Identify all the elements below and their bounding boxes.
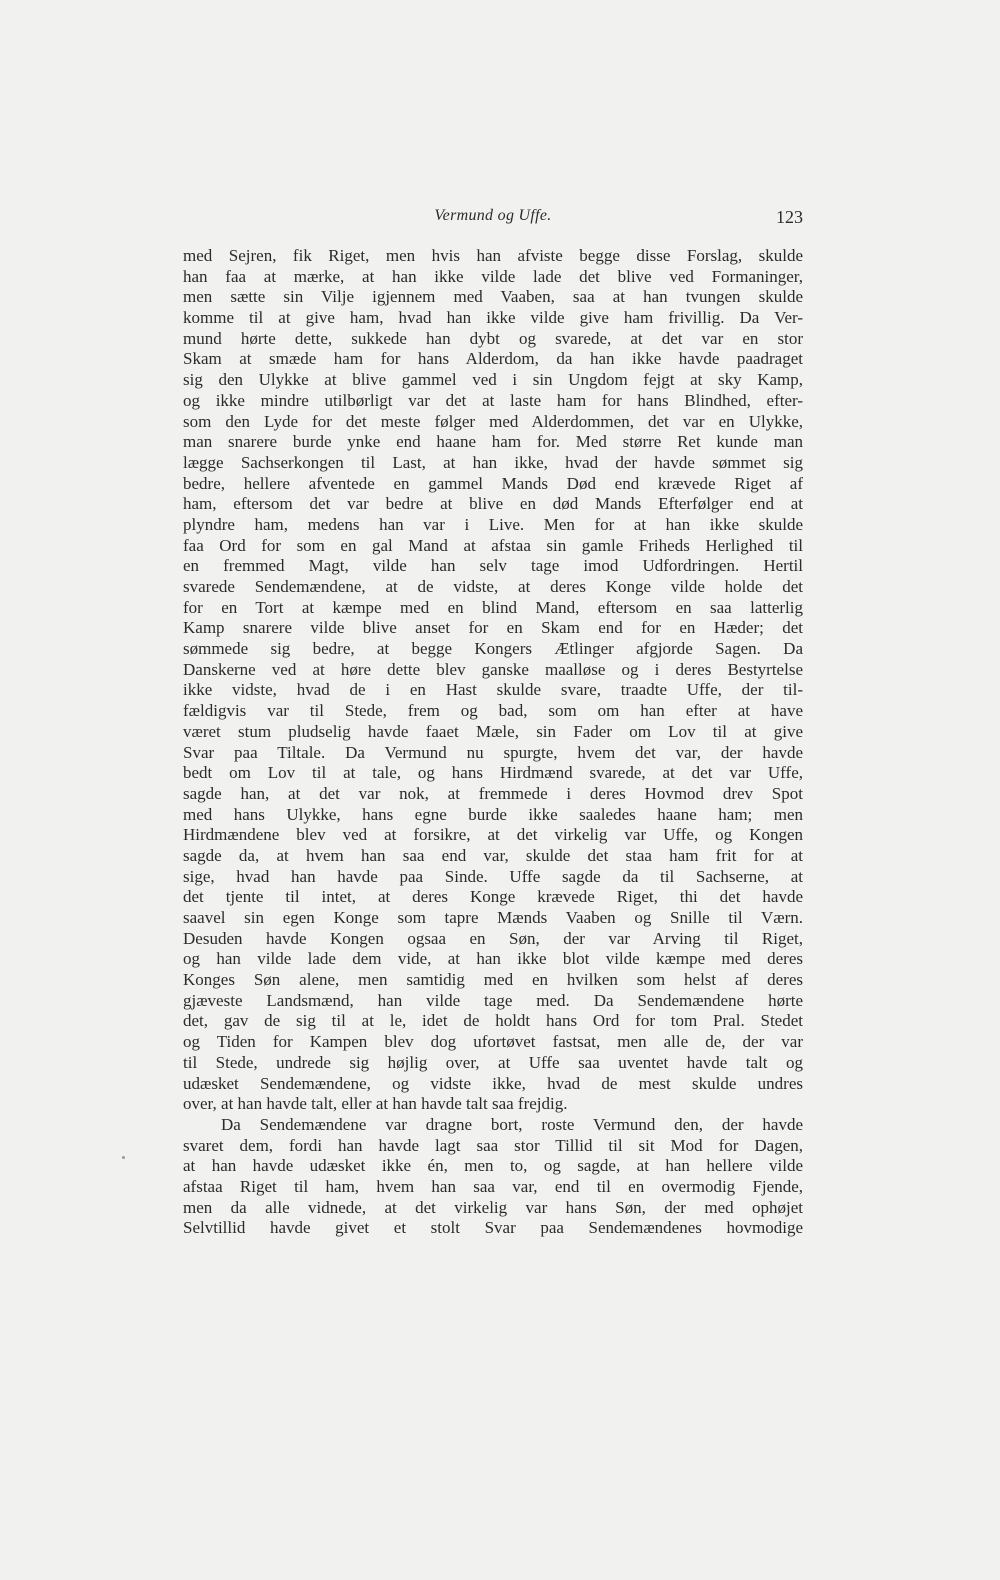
text-line: ikke vidste, hvad de i en Hast skulde svare, traadte Uffe, der til- — [183, 680, 803, 700]
text-line: afstaa Riget til ham, hvem han saa var, end til en overmodig Fjende, — [183, 1176, 803, 1196]
text-line: Danskerne ved at høre dette blev ganske maalløse og i deres Bestyrtelse — [183, 659, 803, 679]
text-line: saavel sin egen Konge som tapre Mænds Vaaben og Snille til Værn. — [183, 908, 803, 927]
text-line: svarede Sendemændene, at de vidste, at deres Konge vilde holde det — [183, 577, 803, 596]
text-line: for en Tort at kæmpe med en blind Mand, eftersom en saa latterlig — [183, 597, 803, 617]
text-line: det, gav de sig til at le, idet de holdt hans Ord for tom Pral. Stedet — [183, 1011, 803, 1031]
text-line: og ikke mindre utilbørligt var det at laste ham for hans Blindhed, efter- — [183, 390, 803, 410]
text-line: lægge Sachserkongen til Last, at han ikke, hvad der havde sømmet sig — [183, 452, 803, 472]
text-line: bedt om Lov til at tale, og hans Hirdmænd svarede, at det var Uffe, — [183, 763, 803, 783]
text-line: fældigvis var til Stede, frem og bad, som om han efter at have — [183, 701, 803, 721]
text-line: komme til at give ham, hvad han ikke vilde give ham frivillig. Da Ver- — [183, 308, 803, 328]
text-line: gjæveste Landsmænd, han vilde tage med. Da Sendemændene hørte — [183, 990, 803, 1010]
text-line: Selvtillid havde givet et stolt Svar paa Sendemændenes hovmodige — [183, 1218, 803, 1238]
text-line: med Sejren, fik Riget, men hvis han afviste begge disse Forslag, skulde — [183, 246, 803, 265]
text-line: med hans Ulykke, hans egne burde ikke saaledes haane ham; men — [183, 804, 803, 824]
text-line: faa Ord for som en gal Mand at afstaa sin gamle Friheds Herlighed til — [183, 535, 803, 555]
text-line: som den Lyde for det meste følger med Alderdommen, det var en Ulykke, — [183, 411, 803, 431]
text-line: men sætte sin Vilje igjennem med Vaaben, saa at han tvungen skulde — [183, 287, 803, 307]
text-line: Hirdmændene blev ved at forsikre, at det virkelig var Uffe, og Kongen — [183, 825, 803, 845]
text-line: ham, eftersom det var bedre at blive en død Mands Efterfølger end at — [183, 494, 803, 514]
text-line: og han vilde lade dem vide, at han ikke blot vilde kæmpe med deres — [183, 949, 803, 969]
text-line: sige, hvad han havde paa Sinde. Uffe sagde da til Sachserne, at — [183, 866, 803, 886]
text-line: sagde da, at hvem han saa end var, skulde det staa ham frit for at — [183, 845, 803, 865]
text-line: Konges Søn alene, men samtidig med en hvilken som helst af deres — [183, 970, 803, 990]
text-line: og Tiden for Kampen blev dog ufortøvet fastsat, men alle de, der var — [183, 1032, 803, 1052]
text-line: været stum pludselig havde faaet Mæle, sin Fader om Lov til at give — [183, 721, 803, 741]
text-line: udæsket Sendemændene, og vidste ikke, hvad de mest skulde undres — [183, 1073, 803, 1093]
text-line: Desuden havde Kongen ogsaa en Søn, der var Arving til Riget, — [183, 928, 803, 948]
text-line: man snarere burde ynke end haane ham for. Med større Ret kunde man — [183, 432, 803, 452]
paragraph-start-line: Da Sendemændene var dragne bort, roste Vermund den, der havde — [221, 1114, 803, 1134]
text-line: sømmede sig bedre, at begge Kongers Ætlinger afgjorde Sagen. Da — [183, 639, 803, 659]
text-line: at han havde udæsket ikke én, men to, og sagde, at han hellere vilde — [183, 1156, 803, 1176]
text-line: Svar paa Tiltale. Da Vermund nu spurgte, hvem det var, der havde — [183, 742, 803, 762]
text-line: sagde han, at det var nok, at fremmede i deres Hovmod drev Spot — [183, 783, 803, 803]
body-text — [183, 246, 803, 1239]
text-line: han faa at mærke, at han ikke vilde lade det blive ved Formaninger, — [183, 266, 803, 286]
text-line: men da alle vidnede, at det virkelig var hans Søn, der med ophøjet — [183, 1197, 803, 1217]
paper-speck — [122, 1156, 125, 1159]
text-line: bedre, hellere afventede en gammel Mands Død end krævede Riget af — [183, 473, 803, 493]
running-head — [183, 205, 803, 231]
text-line: en fremmed Magt, vilde han selv tage imod Udfordringen. Hertil — [183, 556, 803, 576]
page-number: 123 — [776, 207, 803, 227]
running-title: Vermund og Uffe. — [434, 207, 552, 224]
text-line: mund hørte dette, sukkede han dybt og svarede, at det var en stor — [183, 328, 803, 348]
text-line: Kamp snarere vilde blive anset for en Skam end for en Hæder; det — [183, 618, 803, 638]
text-line: sig den Ulykke at blive gammel ved i sin Ungdom fejgt at sky Kamp, — [183, 370, 803, 390]
text-line: plyndre ham, medens han var i Live. Men for at han ikke skulde — [183, 514, 803, 534]
paragraph-end-line: over, at han havde talt, eller at han havde talt saa frejdig. — [183, 1094, 568, 1114]
text-line: til Stede, undrede sig højlig over, at Uffe saa uventet havde talt og — [183, 1052, 803, 1072]
text-line: det tjente til intet, at deres Konge krævede Riget, thi det havde — [183, 887, 803, 907]
text-line: Skam at smæde ham for hans Alderdom, da han ikke havde paadraget — [183, 349, 803, 369]
text-line: svaret dem, fordi han havde lagt saa stor Tillid til sit Mod for Dagen, — [183, 1135, 803, 1155]
